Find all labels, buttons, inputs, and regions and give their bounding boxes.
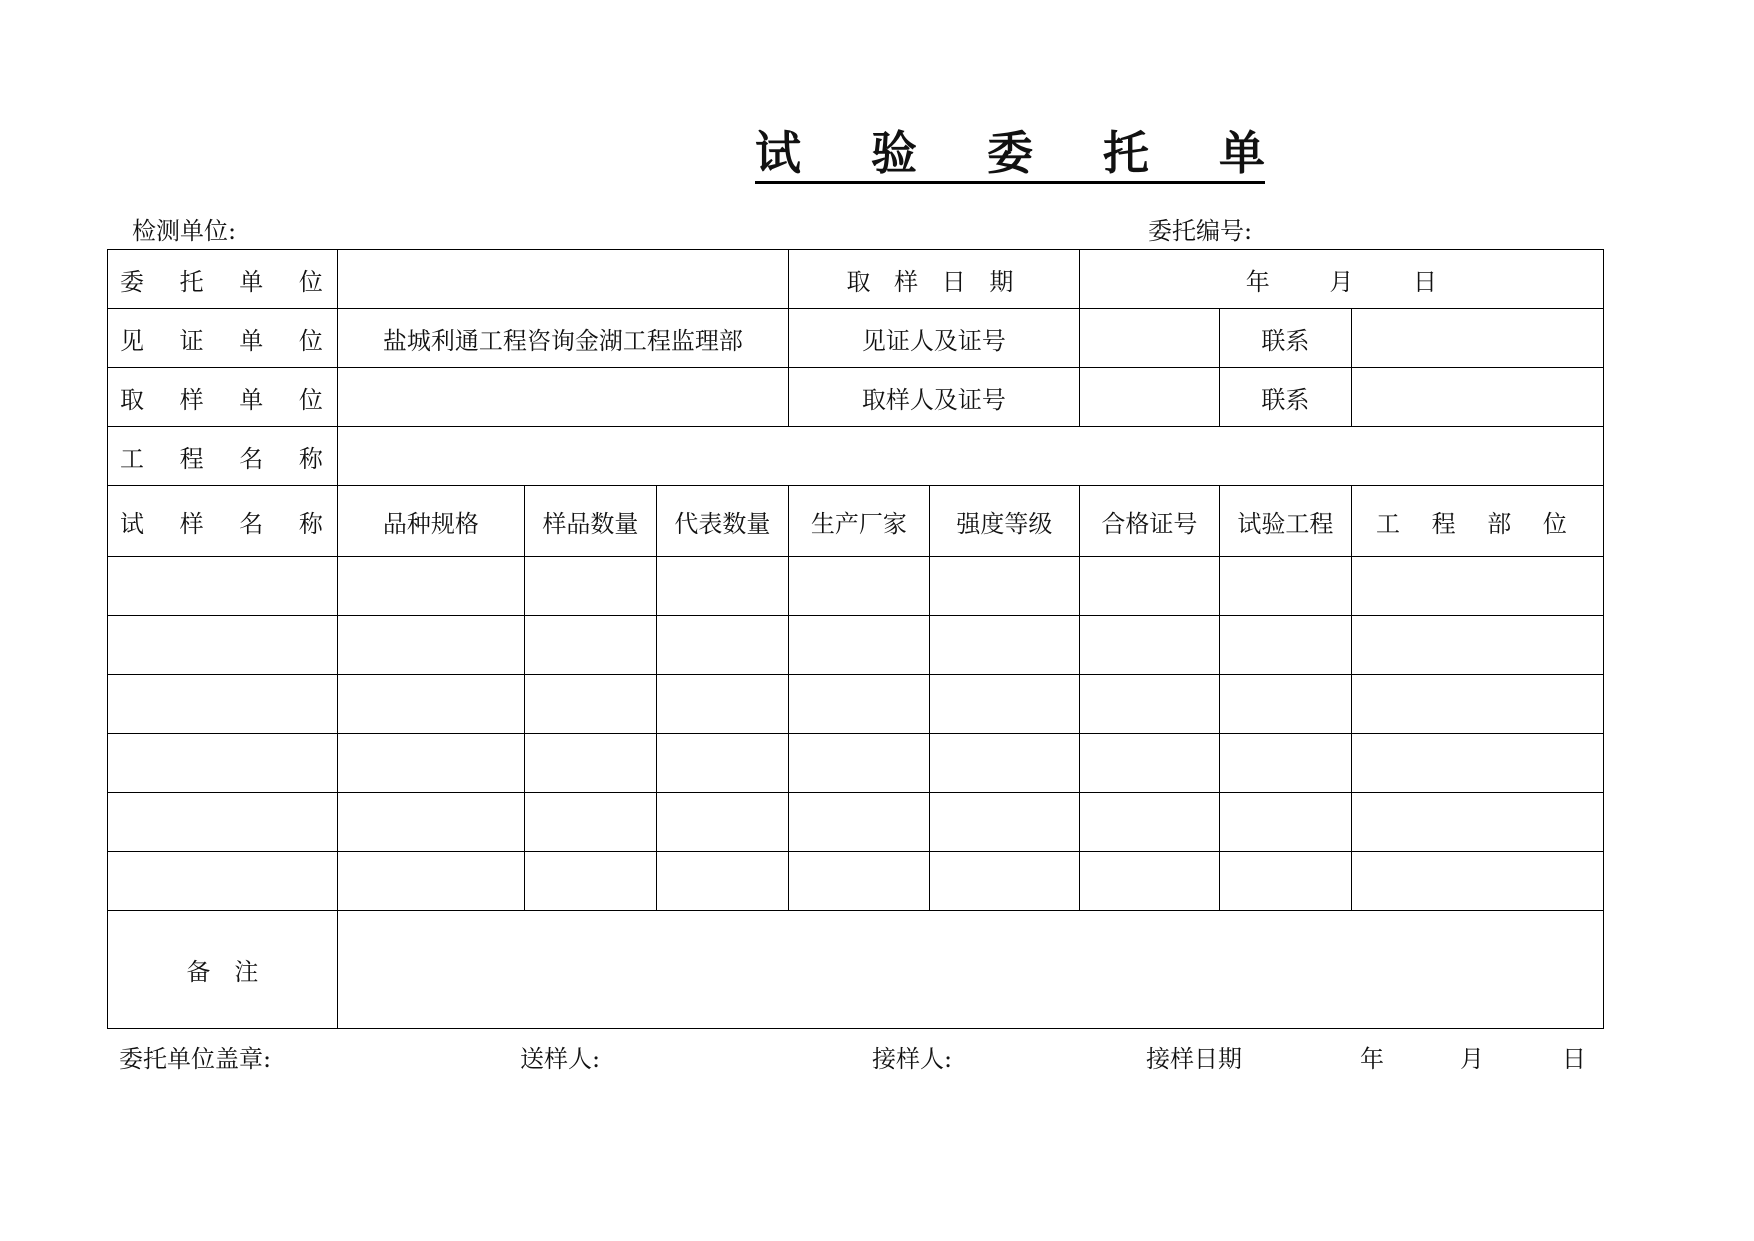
table-cell[interactable] [1079,557,1219,616]
table-cell[interactable] [1219,793,1351,852]
table-row [108,616,1604,675]
remarks-label: 备 注 [108,911,338,1029]
table-cell[interactable] [788,734,929,793]
witness-label: 见 证 单 位 [108,309,338,368]
table-cell[interactable] [108,793,338,852]
footer-year: 年 [1360,1045,1384,1073]
client-label: 委 托 单 位 [108,250,338,309]
table-cell[interactable] [929,557,1079,616]
column-header: 样品数量 [524,486,656,557]
witness-value[interactable]: 盐城利通工程咨询金湖工程监理部 [337,309,788,368]
table-row [108,734,1604,793]
date-day: 日 [1413,267,1438,296]
table-cell[interactable] [929,852,1079,911]
testing-unit-label: 检测单位: [132,217,237,245]
table-cell[interactable] [108,557,338,616]
table-cell[interactable] [929,616,1079,675]
sampler-row [108,368,1604,427]
witness-person-label: 见证人及证号 [788,309,1079,368]
table-cell[interactable] [788,557,929,616]
form-title [755,125,1265,184]
receive-date-label: 接样日期 [1146,1045,1242,1073]
table-cell[interactable] [524,734,656,793]
column-header: 品种规格 [337,486,524,557]
title-char: 试 [755,126,801,180]
table-cell[interactable] [656,734,788,793]
table-cell[interactable] [929,793,1079,852]
table-cell[interactable] [524,675,656,734]
table-cell[interactable] [1079,734,1219,793]
contact-label: 联系 [1219,368,1351,427]
table-cell[interactable] [929,734,1079,793]
table-cell[interactable] [337,793,524,852]
table-cell[interactable] [337,616,524,675]
client-row [108,250,1604,309]
table-cell[interactable] [1079,793,1219,852]
table-row [108,675,1604,734]
sampler-person-value[interactable] [1079,368,1219,427]
table-cell[interactable] [337,852,524,911]
table-cell[interactable] [1351,675,1603,734]
project-value-cell[interactable] [337,427,1603,486]
title-char: 委 [987,126,1033,180]
table-cell[interactable] [788,852,929,911]
table-cell[interactable] [788,675,929,734]
remarks-value-cell[interactable] [337,911,1603,1029]
table-cell[interactable] [524,616,656,675]
table-cell[interactable] [1079,852,1219,911]
remarks-row [108,911,1604,1029]
table-row [108,557,1604,616]
table-cell[interactable] [108,734,338,793]
title-char: 单 [1219,126,1265,180]
table-cell[interactable] [524,793,656,852]
client-value-cell[interactable] [337,250,788,309]
receiver-label: 接样人: [872,1045,953,1073]
title-char: 托 [1103,126,1149,180]
commission-no-label: 委托编号: [1148,217,1253,245]
footer-month: 月 [1460,1045,1484,1073]
table-cell[interactable] [1351,616,1603,675]
table-cell[interactable] [1219,734,1351,793]
date-year: 年 [1245,267,1270,296]
table-row [108,793,1604,852]
sampling-date-value[interactable] [1079,250,1603,309]
table-cell[interactable] [337,734,524,793]
commission-form-table [107,249,1604,1029]
column-header: 工 程 部 位 [1351,486,1603,557]
table-cell[interactable] [108,616,338,675]
table-cell[interactable] [1351,852,1603,911]
table-cell[interactable] [1351,734,1603,793]
sender-label: 送样人: [520,1045,601,1073]
table-cell[interactable] [1219,675,1351,734]
column-header: 代表数量 [656,486,788,557]
table-cell[interactable] [524,852,656,911]
column-header: 试验工程 [1219,486,1351,557]
sampling-date-label: 取 样 日 期 [788,250,1079,309]
table-cell[interactable] [1079,616,1219,675]
table-row [108,852,1604,911]
table-cell[interactable] [788,616,929,675]
contact-label: 联系 [1219,309,1351,368]
table-cell[interactable] [656,675,788,734]
date-month: 月 [1329,267,1354,296]
sampler-value-cell[interactable] [337,368,788,427]
title-char: 验 [871,126,917,180]
witness-row [108,309,1604,368]
table-cell[interactable] [524,557,656,616]
table-cell[interactable] [337,675,524,734]
table-cell[interactable] [1219,616,1351,675]
table-cell[interactable] [788,793,929,852]
contact-value[interactable] [1351,368,1603,427]
project-row [108,427,1604,486]
column-header: 强度等级 [929,486,1079,557]
table-cell[interactable] [656,852,788,911]
table-cell[interactable] [108,675,338,734]
sampler-person-label: 取样人及证号 [788,368,1079,427]
project-label: 工 程 名 称 [108,427,338,486]
table-cell[interactable] [108,852,338,911]
seal-label: 委托单位盖章: [119,1045,272,1073]
table-cell[interactable] [1219,557,1351,616]
table-cell[interactable] [656,557,788,616]
table-cell[interactable] [1351,793,1603,852]
witness-person-value[interactable] [1079,309,1219,368]
sample-header-row [108,486,1604,557]
column-header: 试 样 名 称 [108,486,338,557]
table-cell[interactable] [1079,675,1219,734]
contact-value[interactable] [1351,309,1603,368]
table-cell[interactable] [1219,852,1351,911]
table-cell[interactable] [337,557,524,616]
column-header: 生产厂家 [788,486,929,557]
footer-day: 日 [1562,1045,1586,1073]
table-cell[interactable] [656,616,788,675]
table-cell[interactable] [929,675,1079,734]
sampler-label: 取 样 单 位 [108,368,338,427]
table-cell[interactable] [656,793,788,852]
column-header: 合格证号 [1079,486,1219,557]
table-cell[interactable] [1351,557,1603,616]
